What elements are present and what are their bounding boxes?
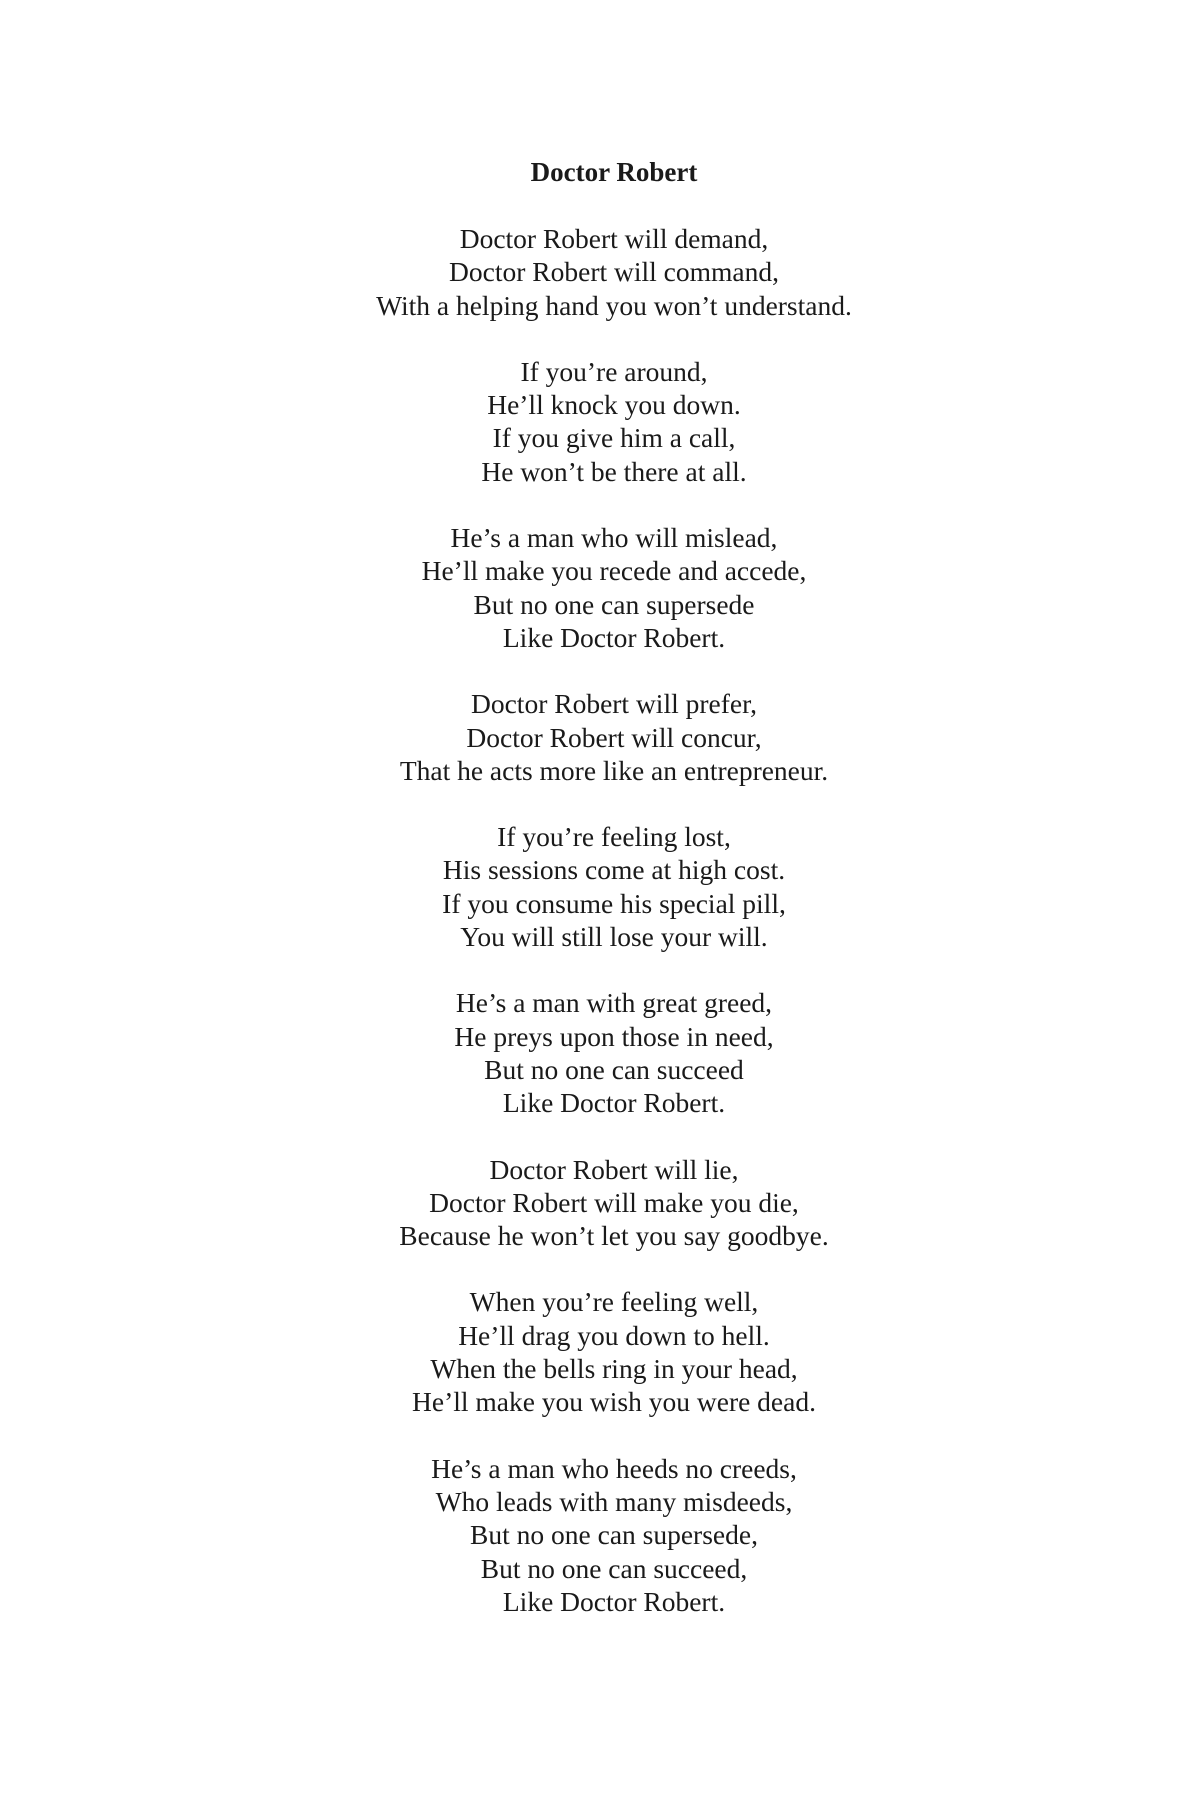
stanza bbox=[0, 355, 1200, 488]
poem-line: He’ll make you wish you were dead. bbox=[412, 1386, 816, 1418]
poem-line: When the bells ring in your head, bbox=[430, 1353, 798, 1385]
poem-line: He’ll knock you down. bbox=[487, 389, 741, 421]
stanza bbox=[0, 820, 1200, 953]
poem-line: Doctor Robert will lie, bbox=[489, 1153, 739, 1185]
poem-line: With a helping hand you won’t understand. bbox=[376, 289, 852, 321]
poem-line: He’s a man who heeds no creeds, bbox=[431, 1452, 797, 1484]
stanza bbox=[0, 521, 1200, 654]
stanza bbox=[0, 986, 1200, 1119]
poem-line: He’s a man with great greed, bbox=[455, 987, 773, 1019]
poem-line: That he acts more like an entrepreneur. bbox=[399, 754, 829, 786]
poem-line: When you’re feeling well, bbox=[469, 1286, 759, 1318]
poem-line: Doctor Robert will demand, bbox=[459, 223, 769, 254]
poem-line: His sessions come at high cost. bbox=[442, 854, 786, 886]
poem-line: But no one can succeed bbox=[484, 1053, 744, 1085]
poem-line: He won’t be there at all. bbox=[481, 455, 747, 487]
stanza bbox=[0, 1285, 1200, 1418]
poem-line: Doctor Robert will command, bbox=[449, 256, 779, 288]
poem-line: If you consume his special pill, bbox=[442, 887, 786, 919]
stanza bbox=[0, 222, 1200, 322]
stanza bbox=[0, 687, 1200, 787]
poem-line: He’ll make you recede and accede, bbox=[421, 555, 807, 587]
poem bbox=[0, 155, 1200, 1651]
poem-title: Doctor Robert bbox=[530, 157, 698, 187]
poem-line: He’ll drag you down to hell. bbox=[458, 1319, 770, 1351]
poem-line: He’s a man who will mislead, bbox=[450, 522, 778, 554]
poem-line: Because he won’t let you say goodbye. bbox=[399, 1220, 829, 1252]
poem-line: If you’re around, bbox=[520, 355, 708, 387]
poem-line: Doctor Robert will concur, bbox=[466, 721, 762, 753]
poem-line: Doctor Robert will make you die, bbox=[429, 1186, 799, 1218]
poem-line: But no one can supersede, bbox=[470, 1519, 758, 1551]
poem-line: If you’re feeling lost, bbox=[497, 821, 731, 853]
poem-line: Doctor Robert will prefer, bbox=[470, 688, 758, 720]
poem-line: Like Doctor Robert. bbox=[502, 621, 726, 653]
poem-line: Who leads with many misdeeds, bbox=[435, 1485, 793, 1517]
poem-line: If you give him a call, bbox=[492, 422, 736, 454]
poem-line: He preys upon those in need, bbox=[454, 1020, 774, 1052]
poem-line: But no one can supersede bbox=[473, 588, 755, 620]
stanza bbox=[0, 1452, 1200, 1618]
poem-line: You will still lose your will. bbox=[460, 921, 768, 953]
poem-line: Like Doctor Robert. bbox=[502, 1585, 726, 1617]
stanza bbox=[0, 1153, 1200, 1253]
poem-line: But no one can succeed, bbox=[480, 1552, 748, 1584]
poem-stanzas bbox=[0, 222, 1200, 1618]
poem-line: Like Doctor Robert. bbox=[502, 1087, 726, 1119]
